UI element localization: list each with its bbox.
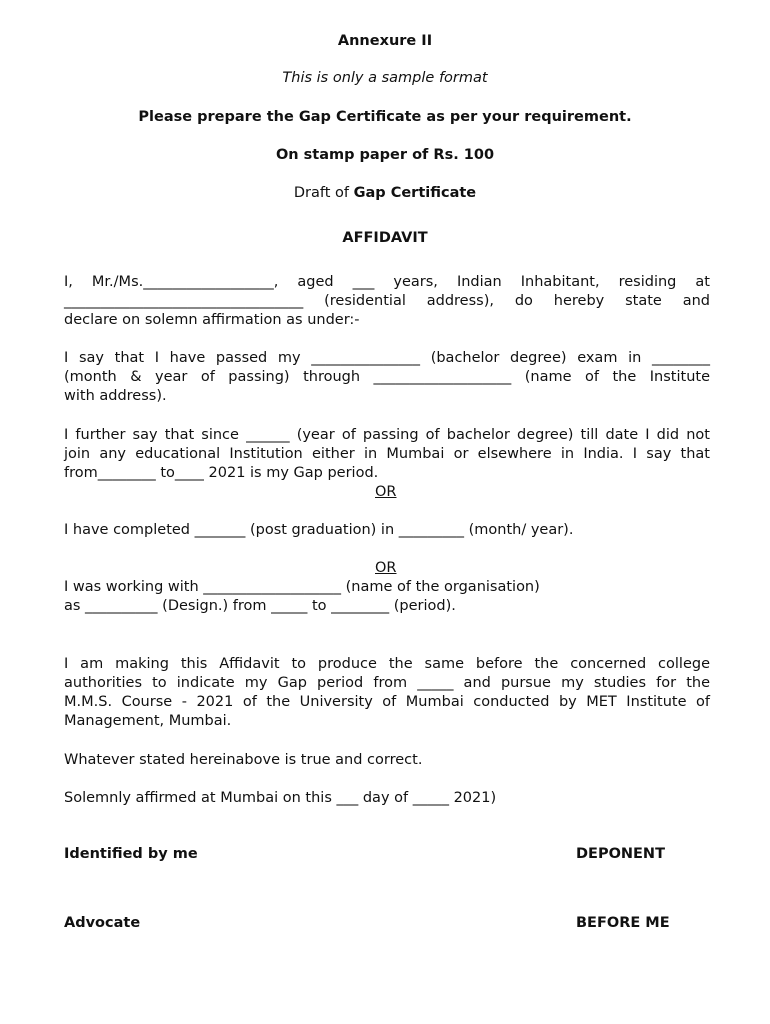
purpose-paragraph	[64, 655, 710, 731]
intro-line-1: I, Mr./Ms.__________________, aged ___ years, Indian Inhabitant, residing at	[64, 274, 710, 290]
purpose-line-3: M.M.S. Course - 2021 of the University of Mumbai conducted by MET Institute of	[64, 694, 710, 710]
postgrad-paragraph	[64, 521, 710, 540]
since-paragraph	[64, 426, 710, 502]
draft-line	[0, 185, 770, 201]
intro-line-3: declare on solemn affirmation as under:-	[64, 312, 360, 328]
annexure-heading: Annexure II	[337, 33, 433, 49]
since-line-1: I further say that since ______ (year of passing of bachelor degree) till date I did not	[64, 427, 710, 443]
degree-line-3: with address).	[64, 388, 167, 404]
instruction-line: Please prepare the Gap Certificate as per your requirement.	[138, 109, 632, 125]
working-line-1: I was working with ___________________ (name of the organisation)	[64, 579, 540, 595]
degree-line-1: I say that I have passed my _______________ (bachelor degree) exam in ________	[64, 350, 710, 366]
draft-prefix: Draft of	[293, 185, 354, 201]
identified-by-label: Identified by me	[64, 846, 198, 862]
or-separator-1: OR	[375, 484, 397, 500]
before-me-label: BEFORE ME	[576, 915, 670, 931]
sample-format-note: This is only a sample format	[282, 70, 488, 86]
affirmation-line: Solemnly affirmed at Mumbai on this ___ day of _____ 2021)	[64, 790, 497, 806]
or-separator-2: OR	[375, 560, 397, 576]
deponent-label: DEPONENT	[576, 846, 665, 862]
true-statement	[64, 751, 710, 770]
intro-line-2: _________________________________ (residential address), do hereby state and	[64, 293, 710, 309]
purpose-line-1: I am making this Affidavit to produce the same before the concerned college	[64, 656, 710, 672]
advocate-label: Advocate	[64, 915, 141, 931]
affidavit-title: AFFIDAVIT	[342, 230, 428, 246]
true-statement-line: Whatever stated hereinabove is true and correct.	[64, 752, 423, 768]
since-line-2: join any educational Institution either in Mumbai or elsewhere in India. I say that	[64, 446, 710, 462]
since-line-3: from________ to____ 2021 is my Gap period.	[64, 465, 379, 481]
working-paragraph	[64, 559, 710, 616]
draft-title: Gap Certificate	[353, 185, 477, 201]
postgrad-line: I have completed _______ (post graduation) in _________ (month/ year).	[64, 522, 574, 538]
intro-paragraph	[64, 273, 710, 330]
stamp-paper-line: On stamp paper of Rs. 100	[275, 147, 495, 163]
degree-line-2: (month & year of passing) through ___________________ (name of the Institute	[64, 369, 710, 385]
working-line-2: as __________ (Design.) from _____ to ________ (period).	[64, 598, 456, 614]
degree-paragraph	[64, 349, 710, 406]
affirmation-paragraph	[64, 789, 710, 808]
purpose-line-2: authorities to indicate my Gap period from _____ and pursue my studies for the	[64, 675, 710, 691]
purpose-line-4: Management, Mumbai.	[64, 713, 232, 729]
